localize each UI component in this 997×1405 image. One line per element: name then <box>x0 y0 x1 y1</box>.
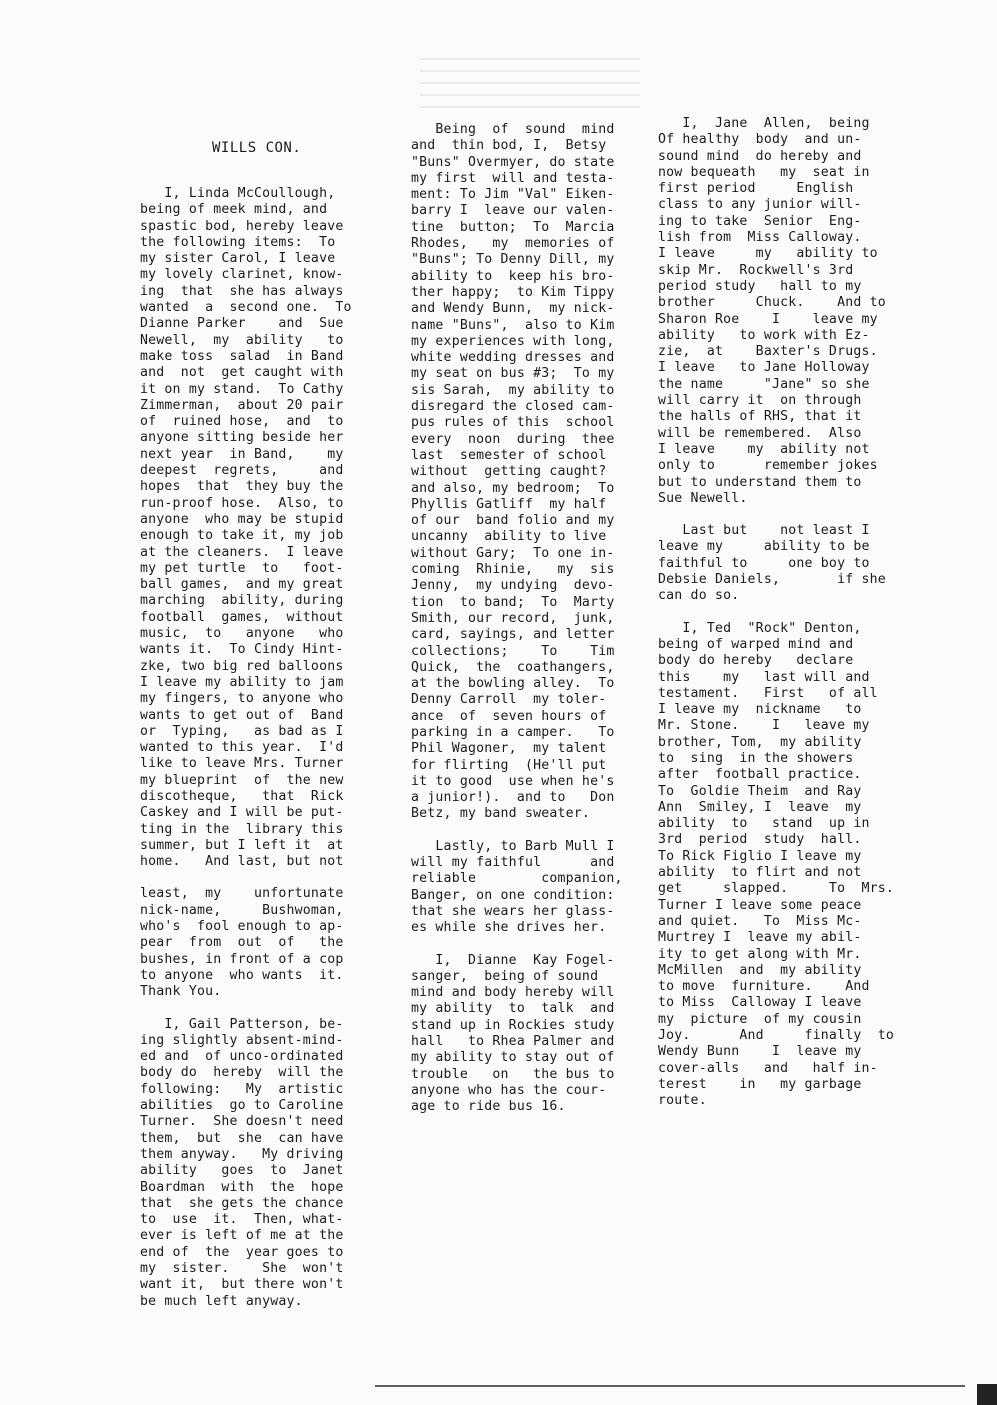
column-right <box>658 116 898 1110</box>
text-line: wanted a second one. To <box>140 300 352 316</box>
text-line: and also, my bedroom; To <box>411 480 615 496</box>
column-left <box>140 186 390 1310</box>
text-line: anyone sitting beside her <box>140 430 344 446</box>
text-line: brother Chuck. And to <box>658 295 886 311</box>
text-line: sanger, being of sound <box>411 968 599 984</box>
text-line: them anyway. My driving <box>140 1146 344 1162</box>
text-line: my sister. She won't <box>140 1261 344 1276</box>
text-line: I leave my ability not <box>658 441 870 457</box>
text-line: the halls of RHS, that it <box>658 409 862 425</box>
text-line: to Miss Calloway I leave <box>658 995 862 1011</box>
text-line: will carry it on through <box>658 393 862 409</box>
text-line: Wendy Bunn I leave my <box>658 1044 862 1060</box>
text-line: pus rules of this school <box>411 415 615 431</box>
text-line: mind and body hereby will <box>411 985 615 1001</box>
paragraph-gap <box>658 605 898 621</box>
text-line: it to good use when he's <box>411 773 615 789</box>
text-line: parking in a camper. To <box>411 724 615 740</box>
text-line: summer, but I left it at <box>140 837 344 853</box>
text-line: faithful to one boy to <box>658 555 870 571</box>
text-line: Dianne Parker and Sue <box>140 316 344 332</box>
text-line: last semester of school <box>411 447 607 463</box>
text-line: coming Rhinie, my sis <box>411 562 615 578</box>
text-line: ing slightly absent-mind- <box>140 1032 344 1048</box>
text-line: collections; To Tim <box>411 643 615 659</box>
text-line: To Goldie Theim and Ray <box>658 783 862 799</box>
text-line: zke, two big red balloons <box>140 658 344 674</box>
text-line: at the cleaners. I leave <box>140 544 344 560</box>
text-line: abilities go to Caroline <box>140 1098 344 1114</box>
text-line: ability to keep his bro- <box>411 268 615 284</box>
paragraph-gap <box>411 937 651 953</box>
text-line: now bequeath my seat in <box>658 164 870 180</box>
text-line: ability goes to Janet <box>140 1163 344 1179</box>
text-line: Of healthy body and un- <box>658 132 862 148</box>
text-line: after football practice. <box>658 767 862 783</box>
text-line: discotheque, that Rick <box>140 788 344 804</box>
text-line: that she gets the chance <box>140 1195 344 1211</box>
text-line: my sister Carol, I leave <box>140 251 336 267</box>
text-line: my blueprint of the new <box>140 772 344 788</box>
text-line: for flirting (He'll put <box>411 757 607 773</box>
will-paragraph <box>411 839 651 937</box>
text-line: ting in the library this <box>140 821 344 837</box>
text-line: to anyone who wants it. <box>140 967 344 983</box>
text-line: sound mind do hereby and <box>658 148 862 164</box>
text-line: it on my stand. To Cathy <box>140 381 344 397</box>
paragraph-gap <box>411 823 651 839</box>
text-line: only to remember jokes <box>658 458 878 474</box>
text-line: next year in Band, my <box>140 446 344 462</box>
text-line: barry I leave our valen- <box>411 203 615 219</box>
text-line: I leave my ability to <box>658 246 878 262</box>
text-line: ing to take Senior Eng- <box>658 213 862 229</box>
text-line: I, Ted "Rock" Denton, <box>658 620 862 636</box>
scan-edge-mark <box>977 1384 997 1405</box>
text-line: be much left anyway. <box>140 1293 303 1309</box>
text-line: card, sayings, and letter <box>411 627 615 643</box>
text-line: being of meek mind, and <box>140 202 328 218</box>
text-line: make toss salad in Band <box>140 348 344 364</box>
text-line: marching ability, during <box>140 593 344 609</box>
text-line: class to any junior will- <box>658 197 862 213</box>
text-line: nick-name, Bushwoman, <box>140 902 344 918</box>
text-line: Being of sound mind <box>411 122 615 137</box>
text-line: sis Sarah, my ability to <box>411 382 615 398</box>
text-line: wants to get out of Band <box>140 707 344 723</box>
text-line: white wedding dresses and <box>411 350 615 366</box>
text-line: ment: To Jim "Val" Eiken- <box>411 187 615 203</box>
text-line: Joy. And finally to <box>658 1028 895 1044</box>
text-line: ance of seven hours of <box>411 708 607 724</box>
text-line: but to understand them to <box>658 474 862 490</box>
text-line: or Typing, as bad as I <box>140 723 344 739</box>
text-line: my seat on bus #3; To my <box>411 366 615 382</box>
text-line: "Buns" Overmyer, do state <box>411 154 615 170</box>
text-line: spastic bod, hereby leave <box>140 218 344 234</box>
text-line: Newell, my ability to <box>140 332 344 348</box>
text-line: my ability to stay out of <box>411 1050 615 1066</box>
text-line: the name "Jane" so she <box>658 376 870 392</box>
text-line: Phil Wagoner, my talent <box>411 741 607 757</box>
text-line: terest in my garbage <box>658 1076 862 1092</box>
text-line: to use it. Then, what- <box>140 1212 344 1228</box>
text-line: tine button; To Marcia <box>411 219 615 235</box>
text-line: anyone who may be stupid <box>140 511 344 527</box>
text-line: least, my unfortunate <box>140 886 344 902</box>
text-line: Ann Smiley, I leave my <box>658 799 862 815</box>
text-line: ability to flirt and not <box>658 865 862 881</box>
text-line: wants it. To Cindy Hint- <box>140 642 344 658</box>
text-line: will my faithful and <box>411 855 615 871</box>
text-line: wanted to this year. I'd <box>140 740 344 756</box>
text-line: ability to work with Ez- <box>658 327 870 343</box>
text-line: Thank You. <box>140 984 222 1000</box>
text-line: without Gary; To one in- <box>411 545 615 561</box>
text-line: first period English <box>658 181 854 197</box>
text-line: want it, but there won't <box>140 1277 344 1293</box>
text-line: my experiences with long, <box>411 333 615 349</box>
text-line: es while she drives her. <box>411 920 607 936</box>
text-line: period study hall to my <box>658 278 862 294</box>
text-line: McMillen and my ability <box>658 962 862 978</box>
text-line: ity to get along with Mr. <box>658 946 862 962</box>
text-line: Murtrey I leave my abil- <box>658 930 862 946</box>
text-line: the following items: To <box>140 234 336 250</box>
text-line: Smith, our record, junk, <box>411 610 615 626</box>
text-line: every noon during thee <box>411 431 615 447</box>
text-line: I, Dianne Kay Fogel- <box>411 952 615 968</box>
text-line: Lastly, to Barb Mull I <box>411 838 615 854</box>
text-line: will be remembered. Also <box>658 425 862 441</box>
text-line: Caskey and I will be put- <box>140 805 344 821</box>
text-line: Denny Carroll my toler- <box>411 692 607 708</box>
text-line: Last but not least I <box>658 523 870 539</box>
text-line: Phyllis Gatliff my half <box>411 496 607 512</box>
text-line: this my last will and <box>658 669 870 685</box>
text-line: at the bowling alley. To <box>411 676 615 692</box>
text-line: ever is left of me at the <box>140 1228 344 1244</box>
text-line: testament. First of all <box>658 685 878 701</box>
text-line: uncanny ability to live <box>411 529 607 545</box>
text-line: run-proof hose. Also, to <box>140 495 344 511</box>
text-line: ther happy; to Kim Tippy <box>411 284 615 300</box>
text-line: disregard the closed cam- <box>411 399 615 415</box>
text-line: music, to anyone who <box>140 626 344 642</box>
text-line: deepest regrets, and <box>140 463 344 479</box>
text-line: Zimmerman, about 20 pair <box>140 397 344 413</box>
text-line: route. <box>658 1093 707 1109</box>
text-line: I leave to Jane Holloway <box>658 360 870 376</box>
text-line: stand up in Rockies study <box>411 1017 615 1033</box>
paragraph-gap <box>658 507 898 523</box>
text-line: pear from out of the <box>140 935 344 951</box>
text-line: without getting caught? <box>411 464 607 480</box>
text-line: ball games, and my great <box>140 577 344 593</box>
text-line: ability to stand up in <box>658 816 870 832</box>
text-line: being of warped mind and <box>658 636 854 652</box>
text-line: of our band folio and my <box>411 513 615 529</box>
text-line: and not get caught with <box>140 365 344 381</box>
will-paragraph <box>140 1017 390 1310</box>
text-line: "Buns"; To Denny Dill, my <box>411 252 615 268</box>
text-line: of ruined hose, and to <box>140 414 344 430</box>
text-line: zie, at Baxter's Drugs. <box>658 344 878 360</box>
text-line: Sue Newell. <box>658 490 748 506</box>
paragraph-gap <box>140 1001 390 1017</box>
text-line: home. And last, but not <box>140 854 344 870</box>
text-line: my lovely clarinet, know- <box>140 267 344 283</box>
page-bottom-rule <box>375 1385 965 1387</box>
text-line: to move furniture. And <box>658 979 870 995</box>
text-line: and Wendy Bunn, my nick- <box>411 301 615 317</box>
text-line: To Rick Figlio I leave my <box>658 848 862 864</box>
text-line: my ability to talk and <box>411 1001 615 1017</box>
text-line: that she wears her glass- <box>411 903 615 919</box>
text-line: ed and of unco-ordinated <box>140 1049 344 1065</box>
text-line: I, Jane Allen, being <box>658 116 870 131</box>
will-paragraph <box>411 953 651 1116</box>
text-line: like to leave Mrs. Turner <box>140 756 344 772</box>
text-line: Banger, on one condition: <box>411 887 615 903</box>
text-line: them, but she can have <box>140 1130 344 1146</box>
text-line: Turner I leave some peace <box>658 897 862 913</box>
text-line: name "Buns", also to Kim <box>411 317 615 333</box>
text-line: a junior!). and to Don <box>411 790 615 806</box>
paragraph-gap <box>140 870 390 886</box>
will-paragraph <box>658 621 898 1110</box>
text-line: ing that she has always <box>140 283 344 299</box>
text-line: my picture of my cousin <box>658 1011 862 1027</box>
text-line: brother, Tom, my ability <box>658 734 862 750</box>
text-line: my pet turtle to foot- <box>140 560 344 576</box>
text-line: I, Gail Patterson, be- <box>140 1016 344 1032</box>
text-line: reliable companion, <box>411 871 623 887</box>
text-line: football games, without <box>140 609 344 625</box>
text-line: Sharon Roe I leave my <box>658 311 878 327</box>
text-line: age to ride bus 16. <box>411 1099 566 1115</box>
will-paragraph <box>140 186 390 870</box>
text-line: leave my ability to be <box>658 539 870 555</box>
text-line: my fingers, to anyone who <box>140 691 344 707</box>
text-line: end of the year goes to <box>140 1244 344 1260</box>
text-line: Rhodes, my memories of <box>411 236 615 252</box>
text-line: anyone who has the cour- <box>411 1082 607 1098</box>
text-line: Turner. She doesn't need <box>140 1114 344 1130</box>
text-line: and quiet. To Miss Mc- <box>658 913 862 929</box>
will-paragraph <box>658 116 898 507</box>
text-line: lish from Miss Calloway. <box>658 230 862 246</box>
text-line: and thin bod, I, Betsy <box>411 138 607 154</box>
text-line: I leave my nickname to <box>658 702 862 718</box>
text-line: enough to take it, my job <box>140 528 344 544</box>
text-line: I, Linda McCoullough, <box>140 186 336 201</box>
text-line: 3rd period study hall. <box>658 832 862 848</box>
text-line: tion to band; To Marty <box>411 594 615 610</box>
text-line: hopes that they buy the <box>140 479 344 495</box>
text-line: Betz, my band sweater. <box>411 806 591 822</box>
text-line: I leave my ability to jam <box>140 674 344 690</box>
text-line: who's fool enough to ap- <box>140 919 344 935</box>
text-line: body do hereby declare <box>658 653 854 669</box>
text-line: Debsie Daniels, if she <box>658 572 886 588</box>
text-line: to sing in the showers <box>658 750 854 766</box>
will-paragraph <box>411 122 651 823</box>
text-line: body do hereby will the <box>140 1065 344 1081</box>
bleed-through-text <box>420 58 640 118</box>
text-line: hall to Rhea Palmer and <box>411 1034 615 1050</box>
text-line: Quick, the coathangers, <box>411 659 615 675</box>
text-line: can do so. <box>658 588 740 604</box>
text-line: bushes, in front of a cop <box>140 951 344 967</box>
column-middle <box>411 122 651 1116</box>
text-line: Boardman with the hope <box>140 1179 344 1195</box>
text-line: Jenny, my undying devo- <box>411 578 615 594</box>
text-line: my first will and testa- <box>411 170 615 186</box>
text-line: Mr. Stone. I leave my <box>658 718 870 734</box>
text-line: trouble on the bus to <box>411 1066 615 1082</box>
text-line: following: My artistic <box>140 1081 344 1097</box>
will-paragraph <box>140 886 390 1000</box>
page-heading: WILLS CON. <box>212 140 302 156</box>
text-line: skip Mr. Rockwell's 3rd <box>658 262 854 278</box>
will-paragraph <box>658 523 898 604</box>
text-line: cover-alls and half in- <box>658 1060 878 1076</box>
text-line: get slapped. To Mrs. <box>658 881 895 897</box>
